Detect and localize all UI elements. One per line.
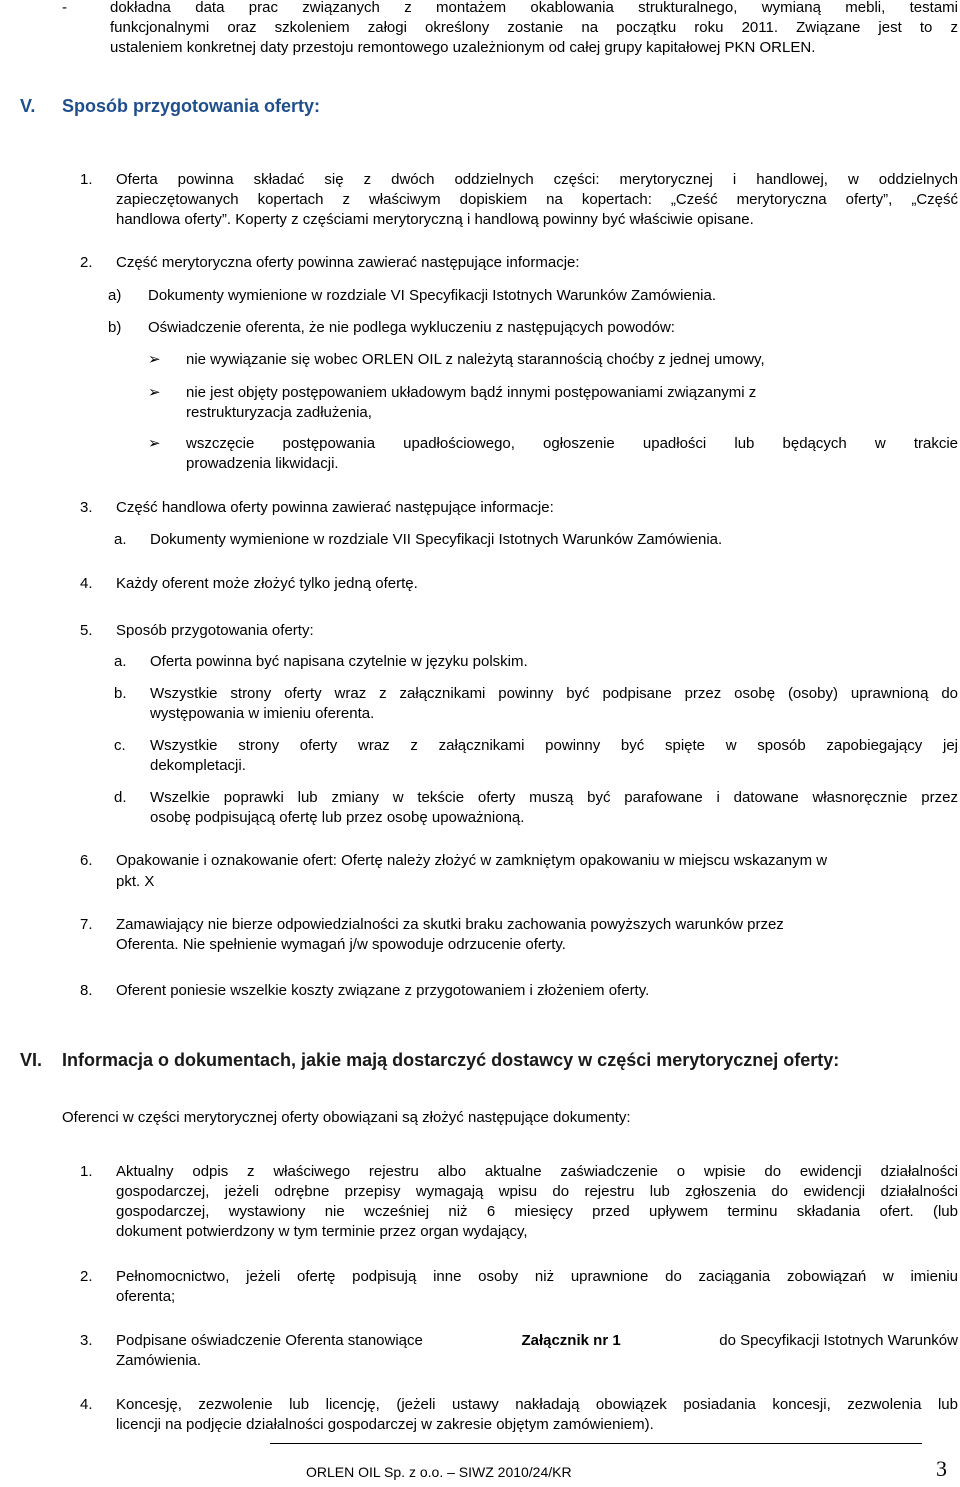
v-item-2-a-label: a) [108, 287, 122, 304]
intro-line-1: dokładna data prac związanych z montażem okablowania strukturalnego, wymianą mebli, testami [110, 0, 958, 16]
v-item-5-c-line-2: dekompletacji. [150, 757, 246, 774]
arrowhead-bullet-icon: ➢ [148, 384, 161, 401]
intro-line-2: funkcjonalnymi oraz szkoleniem załogi określony zostanie na początku roku 2011. Związane jest to z [110, 19, 958, 36]
v-item-1-line-1: Oferta powinna składać się z dwóch oddzielnych części: merytorycznej i handlowej, w oddzielnych [116, 171, 958, 188]
v-item-3-a-text: Dokumenty wymienione w rozdziale VII Specyfikacji Istotnych Warunków Zamówienia. [150, 531, 723, 548]
v-item-2-b-label: b) [108, 319, 122, 336]
v-item-2-bullet-2-line-2: restrukturyzacja zadłużenia, [186, 404, 372, 421]
section-v-title: Sposób przygotowania oferty: [62, 96, 321, 116]
vi-item-4-line-1: Koncesję, zezwolenie lub licencję, (jeżeli ustawy nakładają obowiązek posiadania koncesji, zezwolenia lub [116, 1396, 958, 1413]
arrowhead-bullet-icon: ➢ [148, 435, 161, 452]
v-item-5-b-label: b. [114, 685, 127, 702]
v-item-5-d-label: d. [114, 789, 127, 806]
v-item-5-d-line-2: osobę podpisującą ofertę lub przez osobę upoważnioną. [150, 809, 525, 826]
vi-item-1-line-4: dokument potwierdzony w tym terminie przez organ wydający, [116, 1223, 528, 1240]
v-item-5-c-label: c. [114, 737, 126, 754]
v-item-2-a-text: Dokumenty wymienione w rozdziale VI Specyfikacji Istotnych Warunków Zamówienia. [148, 287, 717, 304]
v-item-2-bullet-2-line-1: nie jest objęty postępowaniem układowym bądź innymi postępowaniami związanymi z [186, 384, 757, 401]
v-item-5-d-line-1: Wszelkie poprawki lub zmiany w tekście oferty muszą być parafowane i datowane własnoręcznie przez [150, 789, 958, 806]
v-item-5-number: 5. [80, 622, 93, 639]
v-item-1-number: 1. [80, 171, 93, 188]
intro-line-3: ustaleniem konkretnej daty przestoju remontowego uzależnionym od całej grupy kapitałowej PKN ORLEN. [110, 39, 816, 56]
vi-item-4-number: 4. [80, 1396, 93, 1413]
footer-text: ORLEN OIL Sp. z o.o. – SIWZ 2010/24/KR [306, 1464, 572, 1480]
v-item-7-line-1: Zamawiający nie bierze odpowiedzialności za skutki braku zachowania powyższych warunków przez [116, 916, 784, 933]
footer-divider [270, 1443, 922, 1444]
vi-item-3-line-1 [116, 1331, 958, 1351]
v-item-6-number: 6. [80, 852, 93, 869]
vi-item-4-line-2: licencji na podjęcie działalności gospodarczej w zakresie objętym zamówieniem). [116, 1416, 654, 1433]
v-item-5-b-line-1: Wszystkie strony oferty wraz z załącznikami powinny być podpisane przez osobę (osoby) uprawnioną do [150, 685, 958, 702]
v-item-4-text: Każdy oferent może złożyć tylko jedną ofertę. [116, 575, 418, 592]
intro-dash: - [62, 0, 67, 16]
vi-item-3-number: 3. [80, 1332, 93, 1349]
v-item-5-a-label: a. [114, 653, 127, 670]
vi-item-2-line-2: oferenta; [116, 1288, 176, 1305]
v-item-5-b-line-2: występowania w imieniu oferenta. [150, 705, 375, 722]
vi-item-3-attachment: Załącznik nr 1 [521, 1332, 621, 1349]
v-item-2-bullet-3-line-2: prowadzenia likwidacji. [186, 455, 339, 472]
v-item-8-number: 8. [80, 982, 93, 999]
v-item-5-text: Sposób przygotowania oferty: [116, 622, 314, 639]
page-number: 3 [936, 1456, 947, 1481]
v-item-6-line-1: Opakowanie i oznakowanie ofert: Ofertę należy złożyć w zamkniętym opakowaniu w miejscu wskazanym w [116, 852, 828, 869]
vi-item-3-pre: Podpisane oświadczenie Oferenta stanowiące [116, 1332, 423, 1349]
vi-item-3-line-2: Zamówienia. [116, 1352, 202, 1369]
v-item-4-number: 4. [80, 575, 93, 592]
v-item-2-bullet-1: nie wywiązanie się wobec ORLEN OIL z należytą starannością choćby z jednej umowy, [186, 351, 765, 368]
v-item-2-text: Część merytoryczna oferty powinna zawierać następujące informacje: [116, 254, 580, 271]
v-item-5-a-text: Oferta powinna być napisana czytelnie w języku polskim. [150, 653, 528, 670]
v-item-2-bullet-3-line-1: wszczęcie postępowania upadłościowego, ogłoszenie upadłości lub będących w trakcie [186, 435, 958, 452]
vi-item-3-post: do Specyfikacji Istotnych Warunków [719, 1332, 958, 1349]
section-vi-number: VI. [20, 1050, 43, 1070]
v-item-2-b-text: Oświadczenie oferenta, że nie podlega wykluczeniu z następujących powodów: [148, 319, 675, 336]
vi-item-1-number: 1. [80, 1163, 93, 1180]
vi-item-2-line-1: Pełnomocnictwo, jeżeli ofertę podpisują inne osoby niż uprawnione do zaciągania zobowiązań w imieniu [116, 1268, 958, 1285]
vi-item-1-line-1: Aktualny odpis z właściwego rejestru albo aktualne zaświadczenie o wpisie do ewidencji działalności [116, 1163, 958, 1180]
v-item-1-line-3: handlowa oferty”. Koperty z częściami merytoryczną i handlową powinny być właściwie opisane. [116, 211, 754, 228]
vi-item-1-line-2: gospodarczej, jeżeli odrębne przepisy wymagają wpisu do rejestru lub zgłoszenia do ewidencji działalności [116, 1183, 958, 1200]
arrowhead-bullet-icon: ➢ [148, 351, 161, 368]
section-vi-intro: Oferenci w części merytorycznej oferty obowiązani są złożyć następujące dokumenty: [62, 1109, 631, 1126]
vi-item-2-number: 2. [80, 1268, 93, 1285]
section-v-number: V. [20, 96, 36, 116]
v-item-8-text: Oferent poniesie wszelkie koszty związane z przygotowaniem i złożeniem oferty. [116, 982, 650, 999]
section-vi-title: Informacja o dokumentach, jakie mają dostarczyć dostawcy w części merytorycznej oferty: [62, 1050, 840, 1070]
v-item-3-text: Część handlowa oferty powinna zawierać następujące informacje: [116, 499, 554, 516]
v-item-1-line-2: zapieczętowanych kopertach z właściwym dopiskiem na kopertach: „Cześć merytoryczna oferty”, „Część [116, 191, 958, 208]
v-item-7-number: 7. [80, 916, 93, 933]
v-item-3-a-label: a. [114, 531, 127, 548]
v-item-3-number: 3. [80, 499, 93, 516]
v-item-6-line-2: pkt. X [116, 873, 155, 890]
v-item-2-number: 2. [80, 254, 93, 271]
v-item-7-line-2: Oferenta. Nie spełnienie wymagań j/w spowoduje odrzucenie oferty. [116, 936, 566, 953]
vi-item-1-line-3: gospodarczej, wystawiony nie wcześniej niż 6 miesięcy przed upływem terminu składania ofert. (lub [116, 1203, 958, 1220]
v-item-5-c-line-1: Wszystkie strony oferty wraz z załącznikami powinny być spięte w sposób zapobiegający jej [150, 737, 958, 754]
